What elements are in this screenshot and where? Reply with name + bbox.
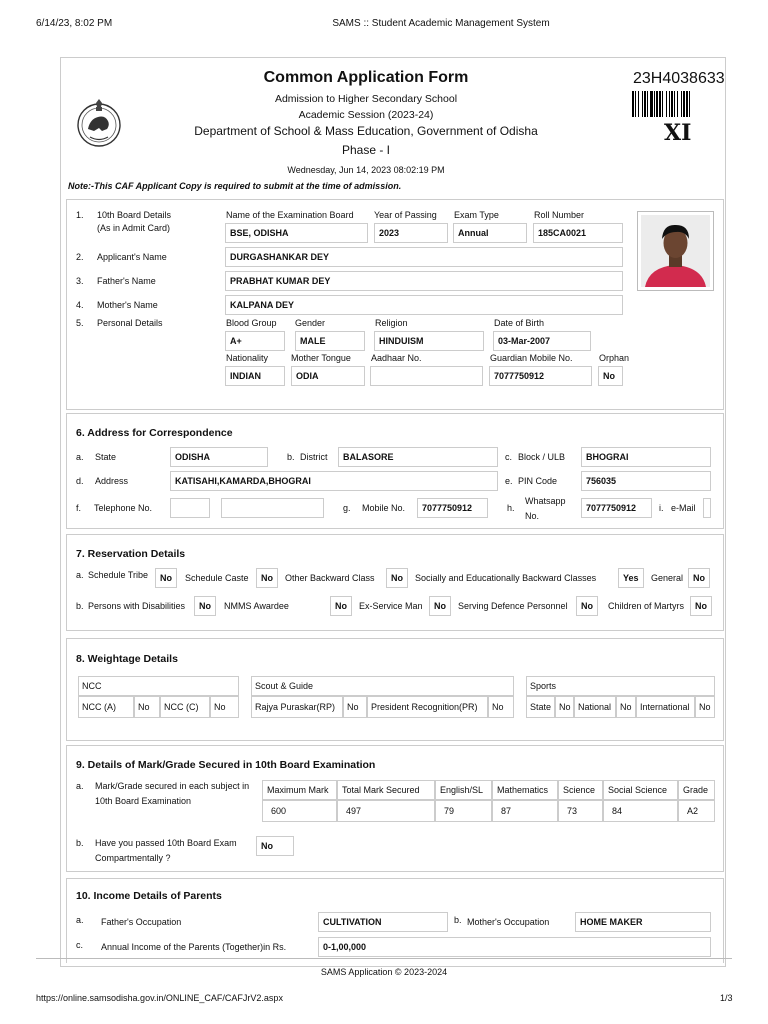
item-letter: c. [76,940,84,950]
telephone-label: Telephone No. [94,503,153,513]
sdp-field: No [576,596,598,616]
orphan-field: No [598,366,623,386]
esm-label: Ex-Service Man [359,601,423,611]
item-letter: b. [76,838,84,848]
general-field: No [688,568,710,588]
aadhaar-field [370,366,483,386]
form-title: Common Application Form [263,69,469,86]
max-mark-header: Maximum Mark [262,780,337,800]
father-name-label: Father's Name [97,276,156,286]
nationality-label: Nationality [226,353,269,363]
email-field [703,498,711,518]
pin-label: PIN Code [518,476,558,486]
st-label: Schedule Tribe [88,570,149,580]
applicant-name-label: Applicant's Name [97,252,167,262]
total-mark-value: 497 [337,800,435,822]
item-number: 1. [76,210,84,220]
item-number: 4. [76,300,84,310]
ncc-a-value: No [134,696,160,718]
social-science-value: 84 [603,800,678,822]
applicant-name-field: DURGASHANKAR DEY [225,247,623,267]
whatsapp-sublabel: No. [525,511,540,521]
mother-name-field: KALPANA DEY [225,295,623,315]
sports-international-value: No [695,696,715,718]
sports-international-label: International [636,696,695,718]
sc-field: No [256,568,278,588]
science-header: Science [558,780,603,800]
grade-header: Grade [678,780,715,800]
grade-value: A2 [678,800,715,822]
pin-field: 756035 [581,471,711,491]
nmms-field: No [330,596,352,616]
header-line-3: Department of School & Mass Education, Government of Odisha [194,124,538,138]
address-section-title: 6. Address for Correspondence [76,427,233,439]
income-label: Annual Income of the Parents (Together)in Rs. [101,942,287,952]
compartment-label: Have you passed 10th Board Exam [95,838,237,848]
district-field: BALASORE [338,447,498,467]
sebc-field: Yes [618,568,644,588]
state-field: ODISHA [170,447,268,467]
personal-details-label: Personal Details [97,318,163,328]
mobile-field: 7077750912 [417,498,488,518]
note-text: Note:-This CAF Applicant Copy is required to submit at the time of admission. [68,181,402,191]
nationality-field: INDIAN [225,366,285,386]
obc-field: No [386,568,408,588]
item-letter: h. [507,503,515,513]
father-occupation-label: Father's Occupation [101,917,182,927]
aadhaar-label: Aadhaar No. [371,353,422,363]
sebc-label: Socially and Educationally Backward Classes [415,573,597,583]
footer-text: SAMS Application © 2023-2024 [320,967,448,977]
district-label: District [300,452,328,462]
item-letter: e. [505,476,513,486]
total-mark-header: Total Mark Secured [337,780,435,800]
science-value: 73 [558,800,603,822]
print-datetime: 6/14/23, 8:02 PM [36,18,113,29]
footer-divider [36,958,732,959]
whatsapp-label: Whatsapp [525,496,566,506]
application-number: 23H4038633 [633,70,725,87]
blood-group-field: A+ [225,331,285,351]
header-line-1: Admission to Higher Secondary School [274,93,458,105]
header-line-2: Academic Session (2023-24) [298,109,434,121]
roll-header: Roll Number [534,210,585,220]
block-field: BHOGRAI [581,447,711,467]
item-letter: d. [76,476,84,486]
sdp-label: Serving Defence Personnel [458,601,568,611]
item-number: 5. [76,318,84,328]
state-label: State [95,452,117,462]
item-letter: c. [505,452,513,462]
item-letter: i. [659,503,664,513]
address-label: Address [95,476,129,486]
compartment-sublabel: Compartmentally ? [95,853,171,863]
martyrs-label: Children of Martyrs [608,601,685,611]
sports-national-label: National [574,696,616,718]
board-details-sublabel: (As in Admit Card) [97,223,171,233]
income-field: 0-1,00,000 [318,937,711,957]
print-url: https://online.samsodisha.gov.in/ONLINE_CAF/CAFJrV2.aspx [36,993,283,1003]
item-letter: b. [287,452,295,462]
father-occupation-field: CULTIVATION [318,912,448,932]
religion-label: Religion [375,318,408,328]
board-details-label: 10th Board Details [97,210,172,220]
general-label: General [651,573,684,583]
mother-occupation-field: HOME MAKER [575,912,711,932]
odisha-emblem-icon [72,95,126,149]
ncc-header: NCC [78,676,239,696]
income-section-title: 10. Income Details of Parents [76,890,222,902]
guardian-mobile-field: 7077750912 [489,366,592,386]
religion-field: HINDUISM [374,331,484,351]
print-page-count: 1/3 [720,993,733,1003]
email-label: e-Mail [671,503,696,513]
mother-name-label: Mother's Name [97,300,158,310]
obc-label: Other Backward Class [285,573,375,583]
pwd-label: Persons with Disabilities [88,601,186,611]
reservation-section-title: 7. Reservation Details [76,548,186,560]
item-number: 3. [76,276,84,286]
esm-field: No [429,596,451,616]
guardian-mobile-label: Guardian Mobile No. [490,353,573,363]
year-header: Year of Passing [374,210,437,220]
pwd-field: No [194,596,216,616]
social-science-header: Social Science [603,780,678,800]
english-value: 79 [435,800,492,822]
exam-type-field: Annual [453,223,527,243]
item-letter: a. [76,781,84,791]
blood-group-label: Blood Group [226,318,277,328]
pr-label: President Recognition(PR) [367,696,488,718]
sports-header: Sports [526,676,715,696]
mathematics-value: 87 [492,800,558,822]
item-letter: f. [76,503,82,513]
barcode-icon [632,91,726,117]
st-field: No [155,568,177,588]
ncc-c-value: No [210,696,239,718]
print-date: Wednesday, Jun 14, 2023 08:02:19 PM [287,165,445,175]
scout-header: Scout & Guide [251,676,514,696]
whatsapp-field: 7077750912 [581,498,652,518]
sc-label: Schedule Caste [185,573,249,583]
pr-value: No [488,696,514,718]
item-letter: a. [76,452,84,462]
exam-type-header: Exam Type [454,210,499,220]
mother-occupation-label: Mother's Occupation [467,917,550,927]
martyrs-field: No [690,596,712,616]
mother-tongue-field: ODIA [291,366,365,386]
exam-board-field: BSE, ODISHA [225,223,368,243]
rp-value: No [343,696,367,718]
item-letter: b. [454,915,462,925]
applicant-photo [637,211,714,291]
sports-national-value: No [616,696,636,718]
mother-tongue-label: Mother Tongue [291,353,351,363]
rp-label: Rajya Puraskar(RP) [251,696,343,718]
sports-state-label: State [526,696,555,718]
item-number: 2. [76,252,84,262]
gender-label: Gender [295,318,326,328]
nmms-label: NMMS Awardee [224,601,289,611]
item-letter: a. [76,570,84,580]
block-label: Block / ULB [518,452,566,462]
class-label: XI [664,120,692,146]
print-page-title: SAMS :: Student Academic Management System [332,18,550,29]
orphan-label: Orphan [599,353,630,363]
father-name-field: PRABHAT KUMAR DEY [225,271,623,291]
item-letter: a. [76,915,84,925]
phase-label: Phase - I [341,143,391,157]
marks-section-title: 9. Details of Mark/Grade Secured in 10th Board Examination [76,759,376,771]
marks-sublabel: 10th Board Examination [95,796,192,806]
item-letter: b. [76,601,84,611]
exam-board-header: Name of the Examination Board [226,210,354,220]
dob-label: Date of Birth [494,318,545,328]
weightage-section-title: 8. Weightage Details [76,653,178,665]
ncc-c-label: NCC (C) [160,696,210,718]
dob-field: 03-Mar-2007 [493,331,591,351]
english-header: English/SL [435,780,492,800]
year-field: 2023 [374,223,448,243]
telephone-std-field [170,498,210,518]
mathematics-header: Mathematics [492,780,558,800]
gender-field: MALE [295,331,365,351]
telephone-field [221,498,324,518]
max-mark-value: 600 [262,800,337,822]
ncc-a-label: NCC (A) [78,696,134,718]
mobile-label: Mobile No. [362,503,406,513]
sports-state-value: No [555,696,574,718]
marks-label: Mark/Grade secured in each subject in [95,781,250,791]
roll-number-field: 185CA0021 [533,223,623,243]
item-letter: g. [343,503,351,513]
compartment-field: No [256,836,294,856]
address-field: KATISAHI,KAMARDA,BHOGRAI [170,471,498,491]
